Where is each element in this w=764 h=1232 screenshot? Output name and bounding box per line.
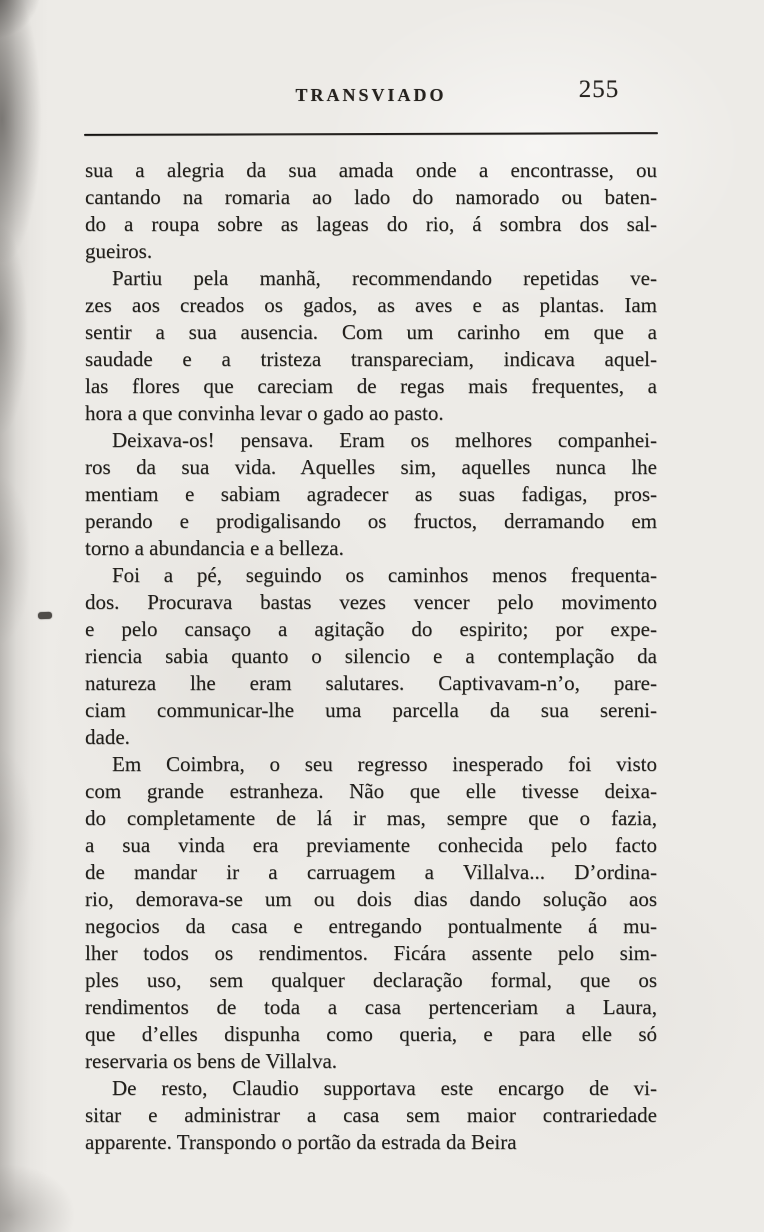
text-line: zes aos creados os gados, as aves e as plantas. Iam bbox=[85, 293, 657, 317]
text-line: que d’elles dispunha como queria, e para elle só bbox=[85, 1022, 657, 1046]
running-title: TRANSVIADO bbox=[295, 85, 447, 105]
text-line: riencia sabia quanto o silencio e a contemplação da bbox=[85, 644, 657, 668]
text-line: torno a abundancia e a belleza. bbox=[85, 536, 344, 560]
paragraph bbox=[85, 1075, 657, 1156]
text-line: ciam communicar-lhe uma parcella da sua sereni- bbox=[85, 698, 657, 722]
text-line: cantando na romaria ao lado do namorado ou baten- bbox=[85, 185, 657, 209]
text-line: ros da sua vida. Aquelles sim, aquelles nunca lhe bbox=[85, 455, 657, 479]
text-line: e pelo cansaço a agitação do espirito; por expe- bbox=[85, 617, 657, 641]
paragraph bbox=[85, 751, 657, 1075]
text-line: gueiros. bbox=[85, 239, 153, 263]
page-number: 255 bbox=[578, 76, 620, 103]
text-line: sua a alegria da sua amada onde a encontrasse, ou bbox=[85, 158, 657, 182]
text-line: ples uso, sem qualquer declaração formal, que os bbox=[85, 968, 657, 992]
text-line: do completamente de lá ir mas, sempre que o fazia, bbox=[85, 806, 657, 830]
paragraph bbox=[85, 427, 657, 562]
text-line: mentiam e sabiam agradecer as suas fadigas, pros- bbox=[85, 482, 657, 506]
text-line: rendimentos de toda a casa pertenceriam a Laura, bbox=[85, 995, 657, 1019]
margin-ink-mark bbox=[38, 612, 52, 619]
text-line: perando e prodigalisando os fructos, derramando em bbox=[85, 509, 657, 533]
text-line: rio, demorava-se um ou dois dias dando solução aos bbox=[85, 887, 657, 911]
text-line: dade. bbox=[85, 725, 130, 749]
paragraph bbox=[85, 265, 657, 427]
text-line: Foi a pé, seguindo os caminhos menos frequenta- bbox=[112, 563, 657, 587]
text-line: hora a que convinha levar o gado ao pasto. bbox=[85, 401, 444, 425]
text-line: sentir a sua ausencia. Com um carinho em que a bbox=[85, 320, 657, 344]
text-line: Partiu pela manhã, recommendando repetidas ve- bbox=[112, 266, 657, 290]
text-line: a sua vinda era previamente conhecida pelo facto bbox=[85, 833, 657, 857]
text-line: Em Coimbra, o seu regresso inesperado foi visto bbox=[112, 752, 657, 776]
text-line: dos. Procurava bastas vezes vencer pelo movimento bbox=[85, 590, 657, 614]
text-line: negocios da casa e entregando pontualmente á mu- bbox=[85, 914, 657, 938]
text-line: De resto, Claudio supportava este encargo de vi- bbox=[112, 1076, 657, 1100]
text-line: lher todos os rendimentos. Ficára assente pelo sim- bbox=[85, 941, 657, 965]
paragraph bbox=[85, 562, 657, 751]
text-line: com grande estranheza. Não que elle tivesse deixa- bbox=[85, 779, 657, 803]
text-line: natureza lhe eram salutares. Captivavam-n’o, pare- bbox=[85, 671, 657, 695]
text-line: saudade e a tristeza transpareciam, indicava aquel- bbox=[85, 347, 657, 371]
text-block bbox=[85, 157, 657, 1156]
paragraph bbox=[85, 157, 657, 265]
text-line: reservaria os bens de Villalva. bbox=[85, 1049, 338, 1073]
text-line: las flores que careciam de regas mais frequentes, a bbox=[85, 374, 657, 398]
header-rule bbox=[84, 132, 658, 136]
text-line: sitar e administrar a casa sem maior contrariedade bbox=[85, 1103, 657, 1127]
text-line: apparente. Transpondo o portão da estrada da Beira bbox=[85, 1130, 517, 1154]
text-line: de mandar ir a carruagem a Villalva... D’ordina- bbox=[85, 860, 657, 884]
text-line: do a roupa sobre as lageas do rio, á sombra dos sal- bbox=[85, 212, 657, 236]
text-line: Deixava-os! pensava. Eram os melhores companhei- bbox=[112, 428, 657, 452]
